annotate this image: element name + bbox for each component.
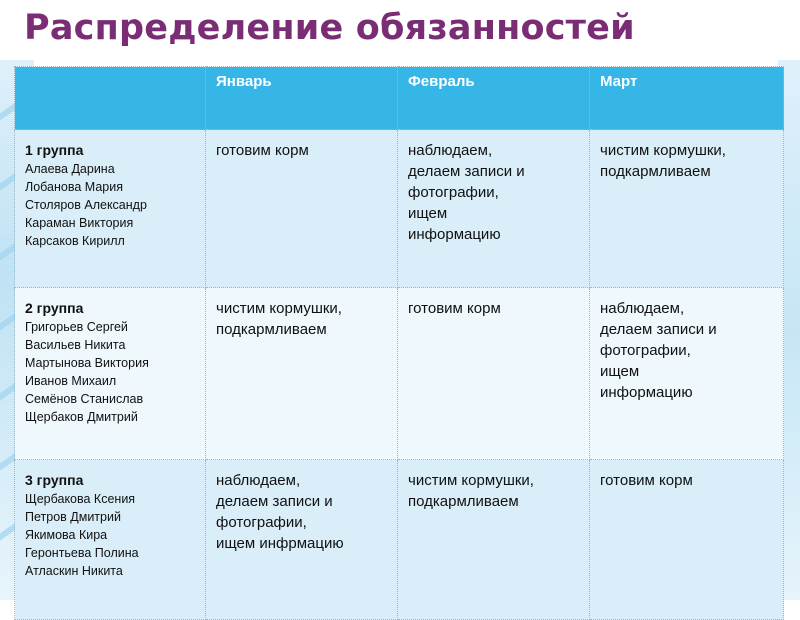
member-name: Караман Виктория [25,216,134,230]
task-text: наблюдаем, делаем записи и фотографии, ищем инфрмацию [216,472,344,552]
task-cell-january [206,288,398,460]
member-name: Иванов Михаил [25,374,117,388]
table-row-group-3 [15,460,784,620]
task-text: наблюдаем, делаем записи и фотографии, ищем информацию [408,142,525,243]
member-name: Столяров Александр [25,198,147,212]
task-cell-march [590,460,784,620]
task-cell-january [206,130,398,288]
task-cell-march [590,130,784,288]
task-cell-february [398,130,590,288]
member-list [25,160,197,250]
task-text: готовим корм [216,142,309,159]
group-cell [15,288,206,460]
table-row-group-2 [15,288,784,460]
member-name: Лобанова Мария [25,180,123,194]
task-text: чистим кормушки, подкармливаем [216,300,342,338]
member-name: Мартынова Виктория [25,356,149,370]
header-month-january: Январь [206,67,398,130]
duties-table [14,66,784,620]
task-text: готовим корм [408,300,501,317]
table-row-group-1 [15,130,784,288]
task-cell-february [398,460,590,620]
member-list [25,490,197,580]
group-title: 1 группа [25,142,84,158]
task-cell-january [206,460,398,620]
member-name: Якимова Кира [25,528,108,542]
member-name: Атласкин Никита [25,564,123,578]
header-month-march: Март [590,67,784,130]
member-name: Щербаков Дмитрий [25,410,138,424]
member-name: Геронтьева Полина [25,546,139,560]
slide-title: Распределение обязанностей [24,8,635,48]
member-name: Щербакова Ксения [25,492,136,506]
group-title: 3 группа [25,472,84,488]
task-text: чистим кормушки, подкармливаем [600,142,726,180]
task-text: чистим кормушки, подкармливаем [408,472,534,510]
task-cell-february [398,288,590,460]
member-name: Васильев Никита [25,338,126,352]
member-name: Петров Дмитрий [25,510,121,524]
task-text: наблюдаем, делаем записи и фотографии, ищем информацию [600,300,717,401]
table-header-row [15,67,784,130]
header-corner-cell [15,67,206,130]
member-name: Семёнов Станислав [25,392,144,406]
group-title: 2 группа [25,300,84,316]
header-month-february: Февраль [398,67,590,130]
member-list [25,318,197,426]
member-name: Григорьев Сергей [25,320,128,334]
task-text: готовим корм [600,472,693,489]
group-cell [15,460,206,620]
member-name: Алаева Дарина [25,162,115,176]
group-cell [15,130,206,288]
member-name: Карсаков Кирилл [25,234,125,248]
task-cell-march [590,288,784,460]
